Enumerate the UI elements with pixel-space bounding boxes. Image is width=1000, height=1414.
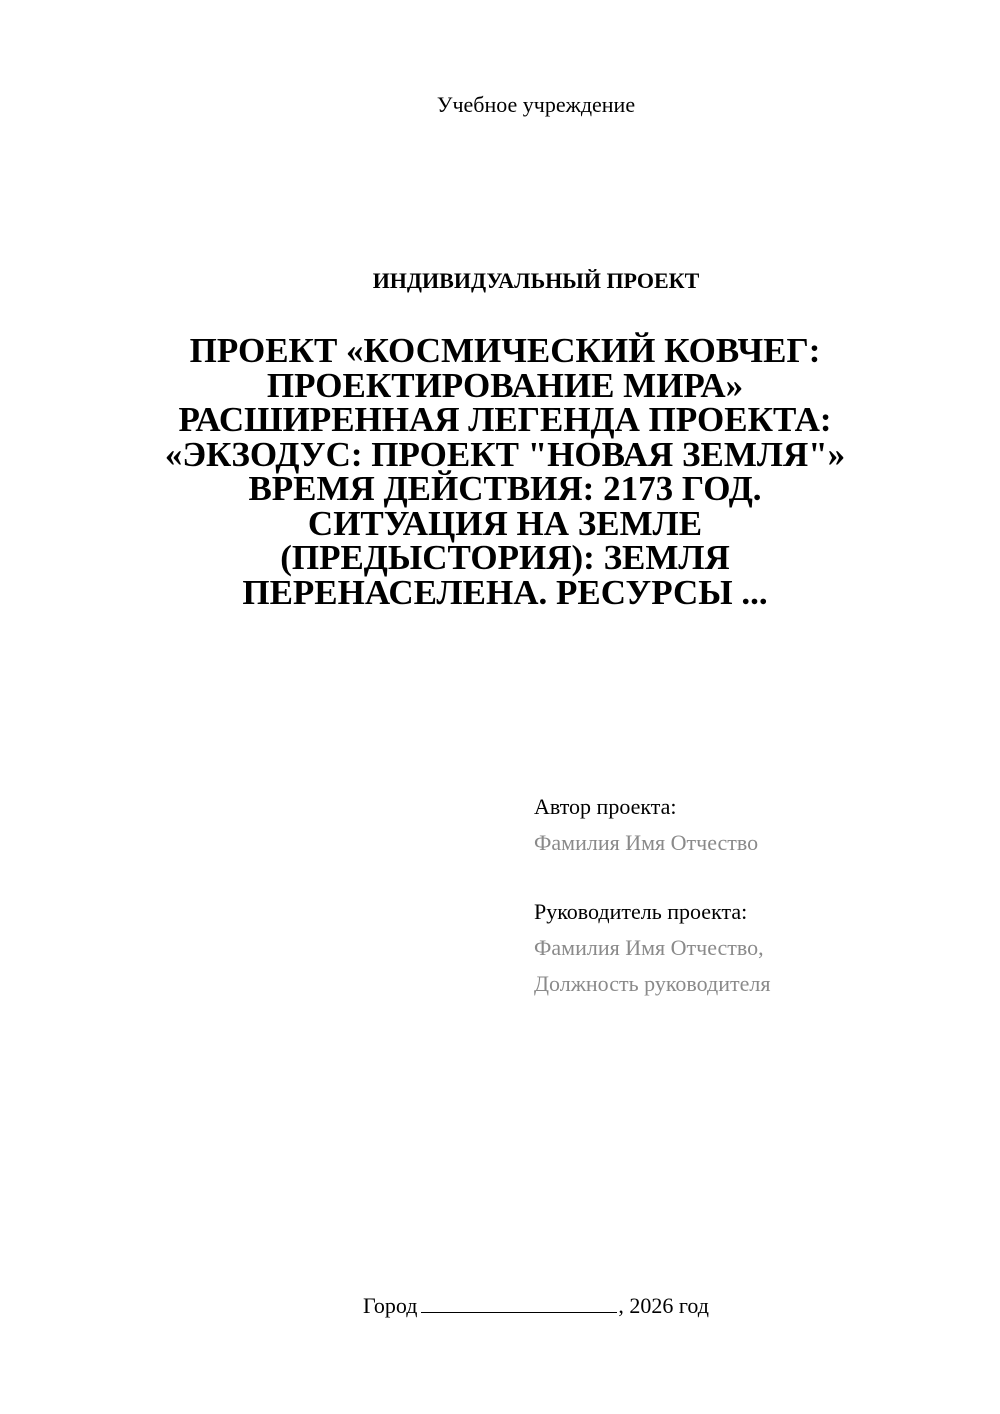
title-line: СИТУАЦИЯ НА ЗЕМЛЕ	[307, 503, 703, 543]
author-block	[534, 789, 974, 861]
author-label: Автор проекта:	[534, 794, 677, 819]
city-blank-line	[421, 1290, 617, 1313]
supervisor-block	[534, 894, 974, 1002]
title-line: «ЭКЗОДУС: ПРОЕКТ "НОВАЯ ЗЕМЛЯ"»	[164, 434, 846, 474]
title-line: ПРОЕКТ «КОСМИЧЕСКИЙ КОВЧЕГ:	[189, 331, 821, 370]
title-line: ПРОЕКТИРОВАНИЕ МИРА»	[266, 365, 744, 405]
supervisor-position-placeholder: Должность руководителя	[534, 971, 771, 996]
institution-name: Учебное учреждение	[436, 92, 636, 117]
supervisor-label: Руководитель проекта:	[534, 899, 748, 924]
title-line: ВРЕМЯ ДЕЙСТВИЯ: 2173 ГОД.	[248, 469, 762, 508]
city-label: Город	[363, 1293, 418, 1318]
author-name-placeholder: Фамилия Имя Отчество	[534, 830, 759, 855]
title-line: ПЕРЕНАСЕЛЕНА. РЕСУРСЫ ...	[242, 572, 768, 612]
project-kind-heading: ИНДИВИДУАЛЬНЫЙ ПРОЕКТ	[372, 268, 700, 293]
title-line: РАСШИРЕННАЯ ЛЕГЕНДА ПРОЕКТА:	[178, 400, 832, 439]
city-year-line	[0, 1290, 1000, 1321]
project-title	[150, 331, 860, 612]
title-line: (ПРЕДЫСТОРИЯ): ЗЕМЛЯ	[280, 538, 730, 577]
year-text: , 2026 год	[618, 1293, 709, 1318]
supervisor-name-placeholder: Фамилия Имя Отчество,	[534, 935, 764, 960]
